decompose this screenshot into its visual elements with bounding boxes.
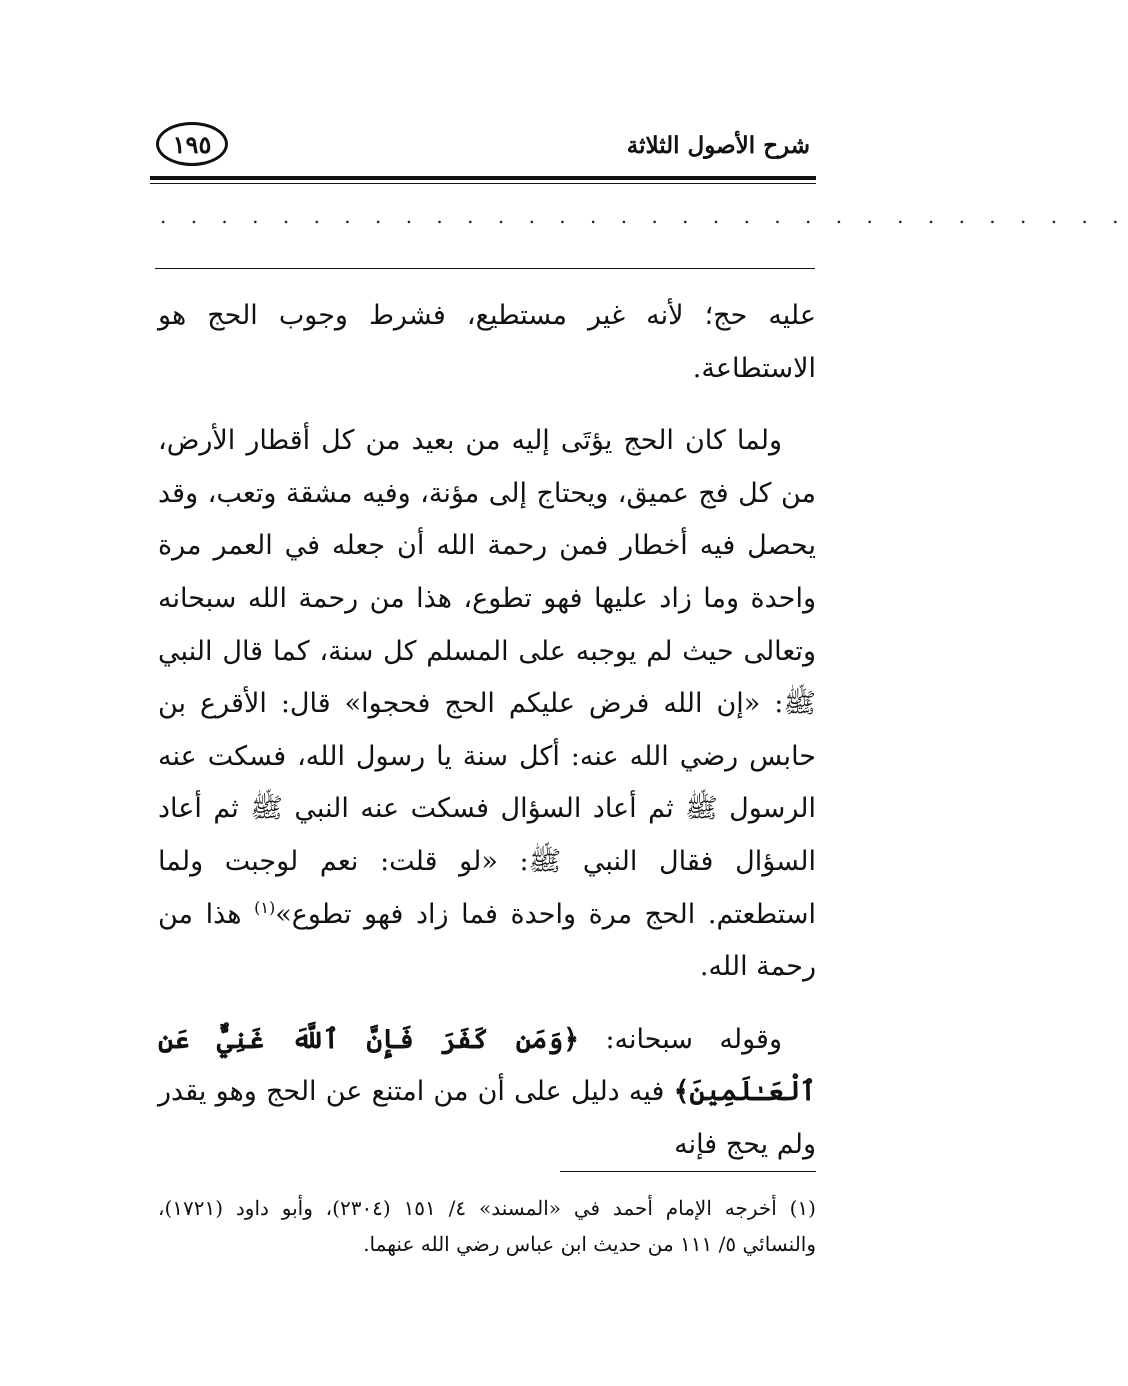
footnote-rule [560, 1171, 816, 1172]
book-title: شرح الأصول الثلاثة [626, 132, 810, 159]
paragraph-text: ولما كان الحج يؤتَى إليه من بعيد من كل أقطار الأرض، من كل فج عميق، ويحتاج إلى مؤنة، وفيه مشقة وتعب، وقد يحصل فيه أخطار فمن رحمة الله أن جعله في العمر مرة واحدة وما زاد عليها فهو تطوع، هذا من رحمة الله سبحانه وتعالى حيث لم يوجبه على المسلم كل سنة، كما قال النبي ﷺ: «إن الله فرض عليكم الحج فحجوا» قال: الأقرع بن حابس رضي الله عنه: أكل سنة يا رسول الله، فسكت عنه الرسول ﷺ ثم أعاد السؤال فسكت عنه النبي ﷺ ثم أعاد السؤال فقال النبي ﷺ: «لو قلت: نعم لوجبت ولما استطعتم. الحج مرة واحدة فما زاد فهو تطوع» [158, 425, 817, 930]
paragraph-text: هذا من رحمة الله. [158, 898, 816, 983]
footnote-marker[interactable]: (١) [254, 897, 276, 917]
section-divider [155, 268, 815, 269]
quran-verse: ﴿وَمَن كَفَرَ فَإِنَّ ٱللَّهَ غَنِيٌّ عَنِ ٱلْعَـٰلَمِينَ﴾ [158, 1023, 816, 1108]
footnotes [158, 1190, 816, 1262]
paragraph [158, 290, 816, 395]
header-rule-thick [150, 176, 816, 180]
page-header [150, 118, 816, 180]
omission-dots: . . . . . . . . . . . . . . . . . . . . . . . . . . . . . . . . [160, 204, 1128, 228]
paragraph-text: وقوله سبحانه: [579, 1023, 783, 1055]
paragraph-text: عليه حج؛ لأنه غير مستطيع، فشرط وجوب الحج هو الاستطاعة. [158, 300, 816, 384]
header-rule-thin [150, 183, 816, 184]
paragraph [158, 415, 816, 994]
page-number: ١٩٥ [172, 129, 212, 159]
paragraph [158, 1014, 816, 1172]
footnote: (١) أخرجه الإمام أحمد في «المسند» ٤/ ١٥١ (٢٣٠٤)، وأبو داود (١٧٢١)، والنسائي ٥/ ١١١ من حديث ابن عباس رضي الله عنهما. [158, 1196, 816, 1256]
page-number-badge [156, 122, 228, 166]
paragraph-text: فيه دليل على أن من امتنع عن الحج وهو يقدر ولم يحج فإنه [158, 1076, 816, 1160]
main-text [158, 290, 816, 1172]
